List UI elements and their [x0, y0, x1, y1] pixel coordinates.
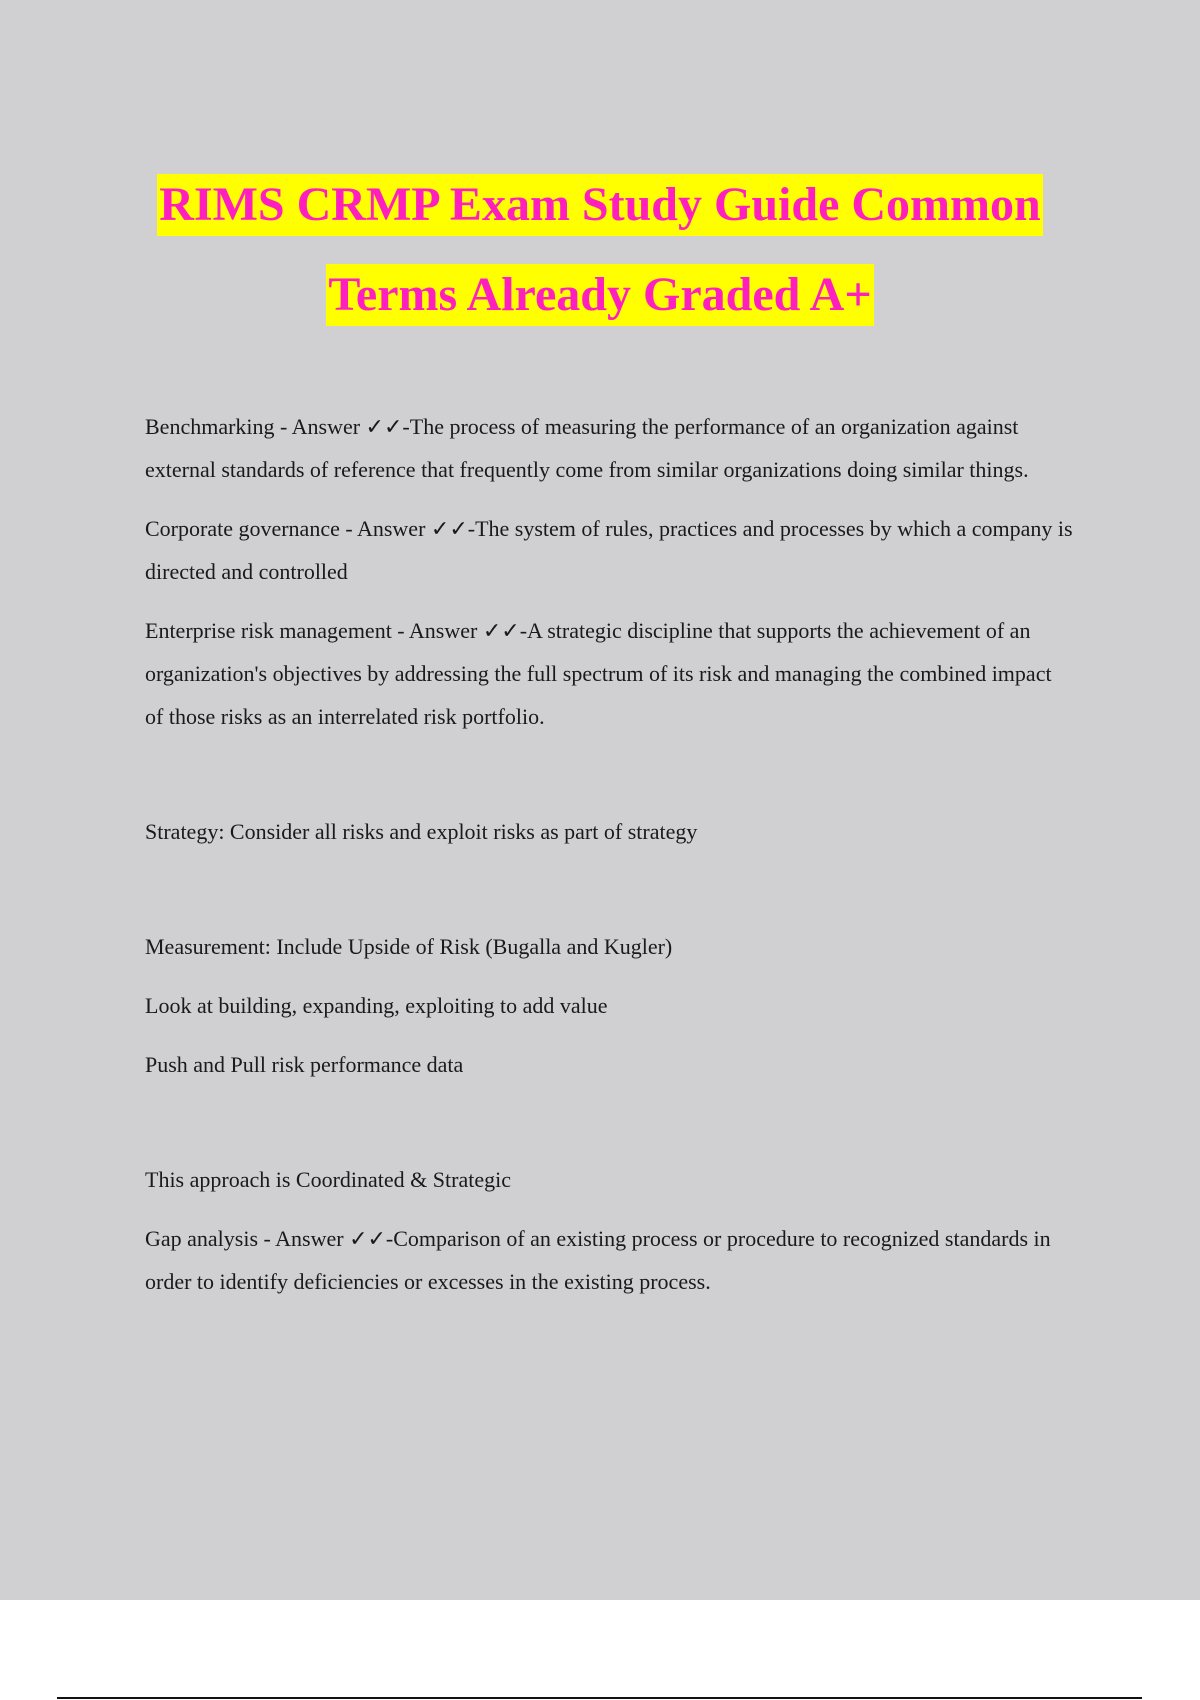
note-push-pull: Push and Pull risk performance data [145, 1052, 464, 1077]
term-gap-analysis: Gap analysis - Answer ✓✓-Comparison of an existing process or procedure to recognized standards in order to identify deficiencies or excesses in the existing process. [145, 1226, 1051, 1294]
term-benchmarking: Benchmarking - Answer ✓✓-The process of measuring the performance of an organization against external standards of reference that frequently come from similar organizations doing similar things. [145, 414, 1029, 482]
note-measurement: Measurement: Include Upside of Risk (Bugalla and Kugler) [145, 934, 673, 959]
title-line-2: Terms Already Graded A+ [326, 264, 873, 326]
title-line-1: RIMS CRMP Exam Study Guide Common [157, 174, 1042, 236]
term-corporate-governance: Corporate governance - Answer ✓✓-The system of rules, practices and processes by which a company is directed and controlled [145, 516, 1073, 584]
page-footer-area [0, 1600, 1200, 1700]
note-look-at-building: Look at building, expanding, exploiting to add value [145, 993, 608, 1018]
note-approach: This approach is Coordinated & Strategic [145, 1167, 511, 1192]
note-strategy: Strategy: Consider all risks and exploit risks as part of strategy [145, 819, 698, 844]
footer-divider [57, 1697, 1142, 1699]
document-body [145, 405, 1075, 1319]
term-enterprise-risk-management: Enterprise risk management - Answer ✓✓-A strategic discipline that supports the achievement of an organization's objectives by addressing the full spectrum of its risk and managing the combined impact of those risks as an interrelated risk portfolio. [145, 618, 1052, 729]
document-title [0, 160, 1200, 340]
